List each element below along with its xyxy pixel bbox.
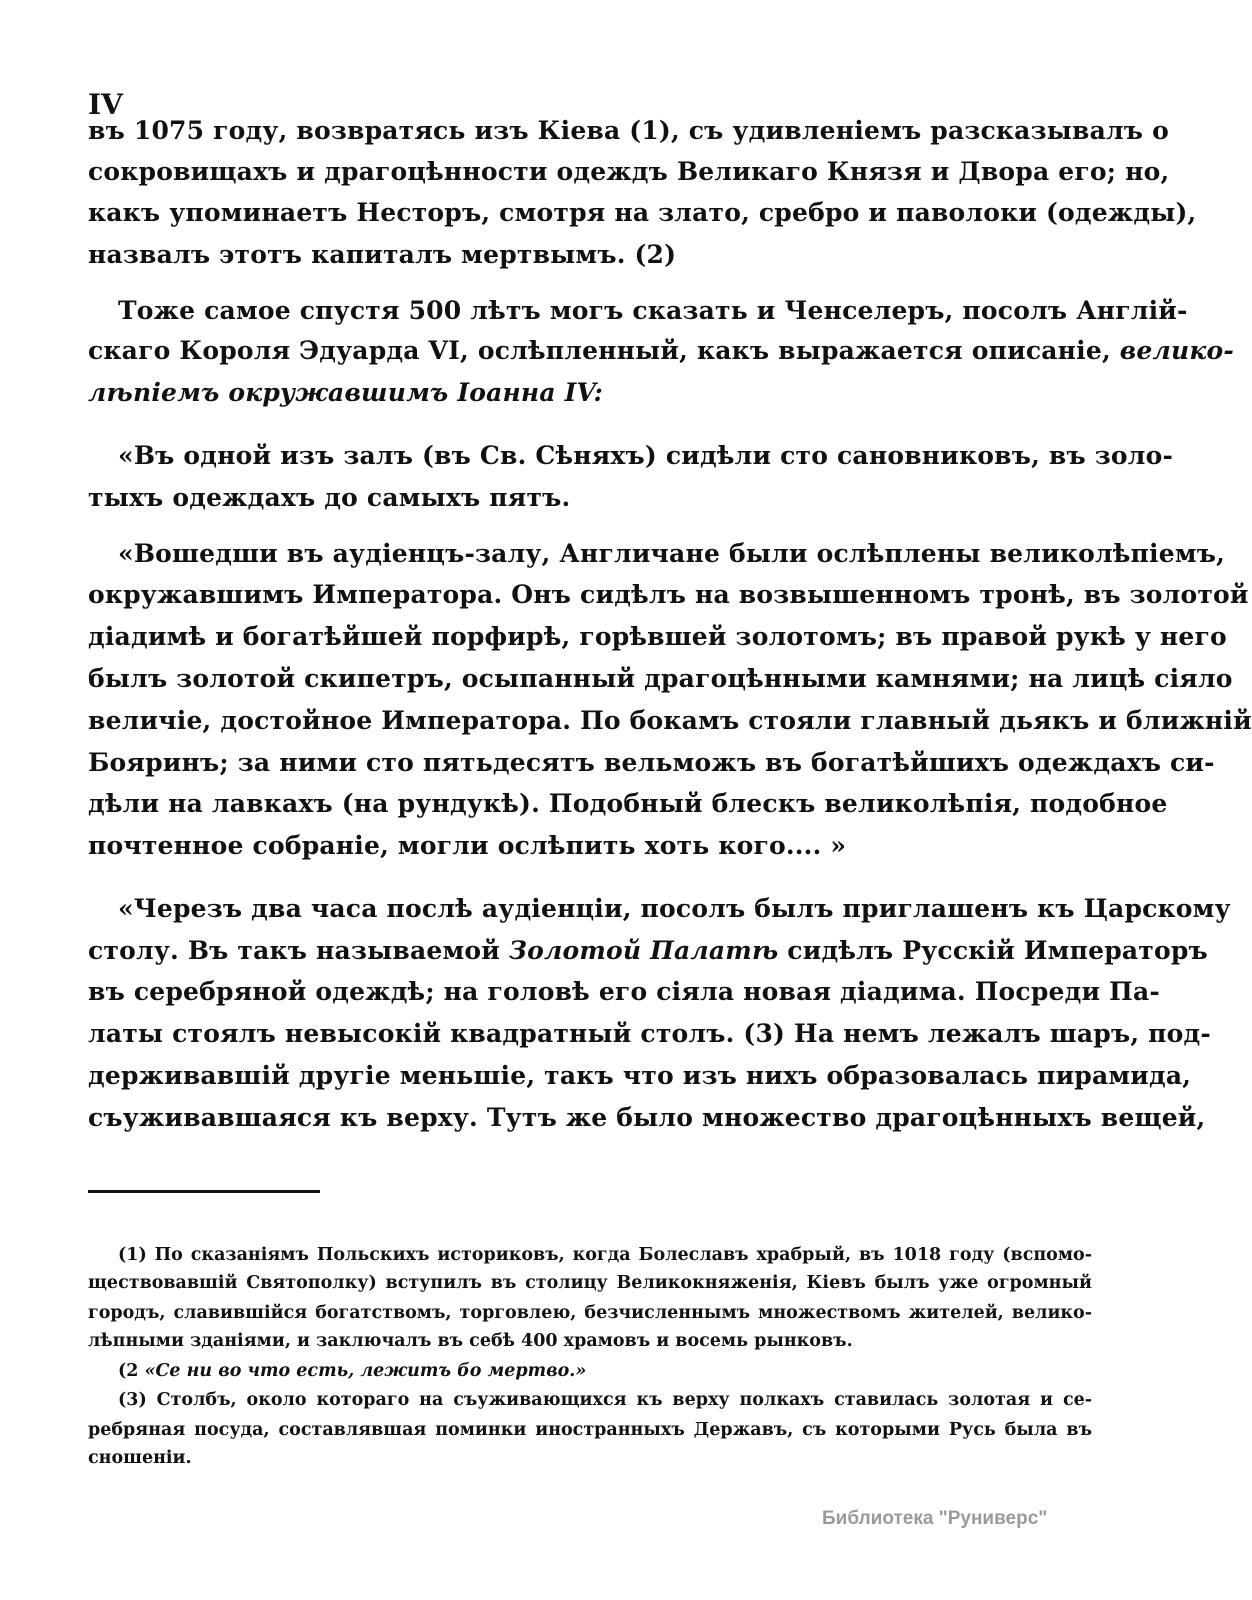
text-segment: въ 1075 году, возвратясь изъ Кіева (1), съ удивленіемъ разсказывалъ о (88, 116, 1169, 145)
text-segment: сокровищахъ и драгоцѣнности одеждъ Великаго Князя и Двора его; но, (88, 157, 1170, 186)
text-segment: (3) Столбъ, около котораго на съуживающихся къ верху полкахъ ставилась золотая и се- (118, 1390, 1092, 1410)
text-line (88, 578, 1249, 612)
text-segment: назвалъ этотъ капиталъ мертвымъ. (2) (88, 240, 677, 269)
library-watermark: Библиотека "Руниверс" (822, 1508, 1048, 1529)
text-segment: городъ, славившійся богатствомъ, торговлею, безчисленнымъ множествомъ жителей, велико- (88, 1303, 1092, 1323)
text-segment: ребряная посуда, составлявшая поминки иностранныхъ Державъ, съ которыми Русь была въ (88, 1420, 1092, 1440)
text-segment: держивавшій другіе меньшіе, такъ что изъ нихъ образовалась пирамида, (88, 1061, 1192, 1090)
footnote-line (88, 1446, 1092, 1470)
text-segment: почтенное собраніе, могли ослѣпить хоть кого.... » (88, 831, 847, 860)
text-segment: окружавшимъ Императора. Онъ сидѣлъ на возвышенномъ тронѣ, въ золотой (88, 580, 1249, 609)
text-line (88, 481, 1090, 515)
italic-text: велико- (1119, 336, 1234, 365)
text-line (88, 620, 1227, 654)
text-segment: (2 (118, 1361, 145, 1381)
text-segment: Бояринъ; за ними сто пятьдесятъ вельможъ въ богатѣйшихъ одеждахъ си- (88, 748, 1215, 777)
text-line (88, 376, 1090, 410)
text-line (88, 704, 1252, 738)
text-line (88, 1017, 1211, 1051)
text-segment: былъ золотой скипетръ, осыпанный драгоцѣнными камнями; на лицѣ сіяло (88, 664, 1233, 693)
text-line (88, 934, 1208, 968)
text-line (118, 892, 1231, 926)
footnote-line (88, 1301, 1092, 1325)
text-line (88, 238, 1090, 272)
text-line (88, 662, 1233, 696)
footnote-line (88, 1271, 1092, 1295)
text-line (88, 1059, 1192, 1093)
text-line (88, 196, 1197, 230)
text-segment: съуживавшаяся къ верху. Тутъ же было множество драгоцѣнныхъ вещей, (88, 1103, 1206, 1132)
text-segment: «Въ одной изъ залъ (въ Св. Сѣняхъ) сидѣли сто сановниковъ, въ золо- (118, 441, 1174, 470)
footnote-line (118, 1388, 1092, 1412)
text-segment: сидѣлъ Русскій Императоръ (778, 936, 1208, 965)
footnote-line (88, 1329, 1092, 1353)
text-line (88, 114, 1169, 148)
footnote-line (118, 1359, 1092, 1383)
text-segment: скаго Короля Эдуарда VI, ослѣпленный, какъ выражается описаніе, (88, 336, 1120, 365)
text-segment: какъ упоминаетъ Несторъ, смотря на злато, сребро и паволоки (одежды), (88, 198, 1197, 227)
text-line (88, 746, 1215, 780)
text-segment: (1) По сказаніямъ Польскихъ историковъ, когда Болеславъ храбрый, въ 1018 году (вспомо- (118, 1245, 1092, 1265)
text-line (118, 537, 1226, 571)
text-segment: «Вошедши въ аудіенцъ-залу, Англичане были ослѣплены великолѣпіемъ, (118, 539, 1226, 568)
footnote-line (118, 1243, 1092, 1267)
text-segment: ществовавшій Святополку) вступилъ въ столицу Великокняженія, Кіевъ былъ уже огромный (88, 1273, 1092, 1293)
italic-text: «Се ни во что есть, лежитъ бо мертво.» (144, 1361, 587, 1381)
text-line (88, 787, 1168, 821)
text-line (88, 155, 1170, 189)
text-segment: дѣли на лавкахъ (на рундукѣ). Подобный блескъ великолѣпія, подобное (88, 789, 1168, 818)
text-segment: тыхъ одеждахъ до самыхъ пятъ. (88, 483, 571, 512)
italic-text: лѣпіемъ окружавшимъ Іоанна IV: (88, 378, 604, 407)
text-segment: величіе, достойное Императора. По бокамъ стояли главный дьякъ и ближній (88, 706, 1252, 735)
text-line (88, 975, 1160, 1009)
text-segment: діадимѣ и богатѣйшей порфирѣ, горѣвшей золотомъ; въ правой рукѣ у него (88, 622, 1227, 651)
page-number: IV (88, 88, 123, 121)
text-segment: Тоже самое спустя 500 лѣтъ могъ сказать и Ченселеръ, посолъ Англій- (118, 296, 1188, 325)
text-segment: сношеніи. (88, 1448, 192, 1468)
text-line (88, 1101, 1206, 1135)
italic-text: Золотой Палатѣ (508, 936, 779, 965)
text-segment: латы стоялъ невысокій квадратный столъ. (3) На немъ лежалъ шаръ, под- (88, 1019, 1211, 1048)
text-line (88, 334, 1234, 368)
footnote-line (88, 1418, 1092, 1442)
text-line (88, 829, 1090, 863)
text-segment: «Черезъ два часа послѣ аудіенціи, посолъ былъ приглашенъ къ Царскому (118, 894, 1231, 923)
text-segment: лѣпными зданіями, и заключалъ въ себѣ 400 храмовъ и восемь рынковъ. (88, 1331, 853, 1351)
footnote-divider (88, 1190, 320, 1193)
text-segment: въ серебряной одеждѣ; на головѣ его сіяла новая діадима. Посреди Па- (88, 977, 1160, 1006)
text-line (118, 294, 1188, 328)
text-segment: столу. Въ такъ называемой (88, 936, 509, 965)
text-line (118, 439, 1174, 473)
